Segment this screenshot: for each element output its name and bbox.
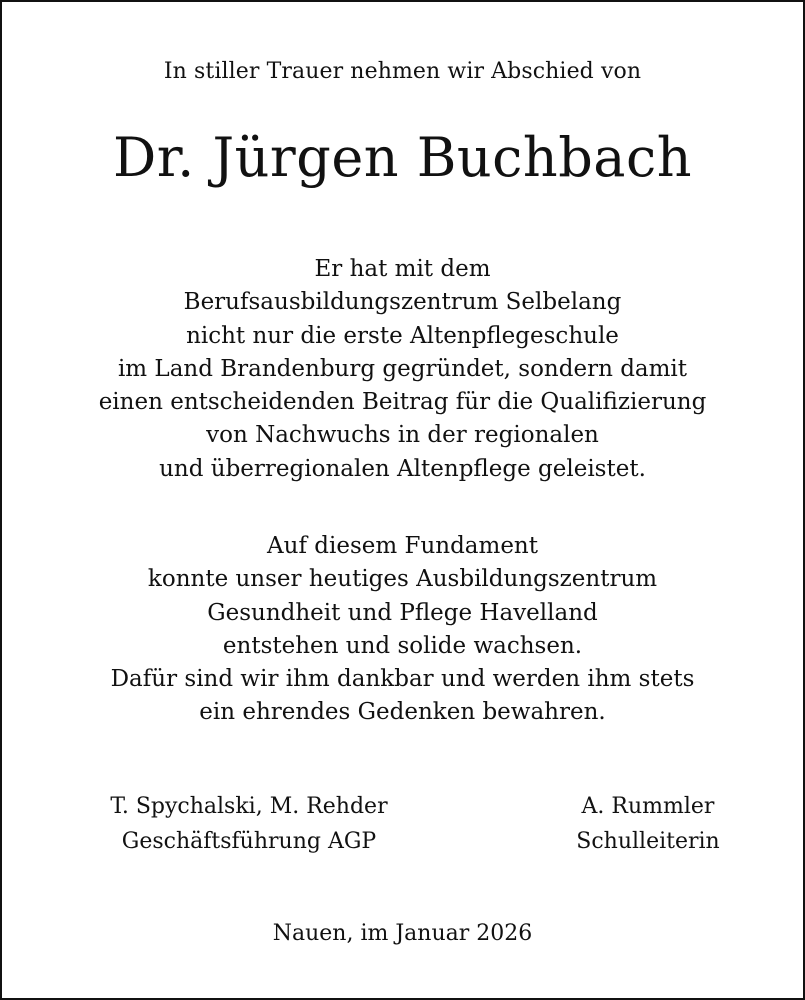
tribute-line: im Land Brandenburg gegründet, sondern damit	[117, 355, 688, 382]
signature-management	[64, 789, 434, 859]
deceased-name: Dr. Jürgen Buchbach	[113, 126, 692, 189]
tribute-line: entstehen und solide wachsen.	[222, 632, 583, 659]
tribute-line: von Nachwuchs in der regionalen	[206, 422, 599, 449]
place-and-date: Nauen, im Januar 2026	[272, 921, 533, 946]
tribute-line: Er hat mit dem	[314, 256, 491, 282]
tribute-line: Dafür sind wir ihm dankbar und werden ihm stets	[110, 666, 695, 693]
tribute-line: und überregionalen Altenpflege geleistet.	[159, 455, 646, 482]
signature-role: Schulleiterin	[576, 829, 720, 854]
tribute-paragraph-1	[2, 253, 803, 486]
signature-names: A. Rummler	[581, 794, 715, 819]
tribute-paragraph-2	[2, 530, 803, 730]
intro-text: In stiller Trauer nehmen wir Abschied von	[163, 59, 642, 84]
tribute-line: nicht nur die erste Altenpflegeschule	[186, 322, 619, 349]
signature-names: T. Spychalski, M. Rehder	[110, 794, 388, 819]
signature-role: Geschäftsführung AGP	[121, 829, 377, 854]
tribute-line: ein ehrendes Gedenken bewahren.	[199, 699, 606, 726]
tribute-line: Gesundheit und Pflege Havelland	[207, 599, 598, 626]
tribute-line: Berufsausbildungszentrum Selbelang	[183, 289, 622, 316]
tribute-line: einen entscheidenden Beitrag für die Qualifizierung	[98, 389, 707, 416]
tribute-line: konnte unser heutiges Ausbildungszentrum	[147, 566, 658, 593]
tribute-line: Auf diesem Fundament	[267, 533, 538, 559]
signature-school-head	[550, 789, 746, 859]
